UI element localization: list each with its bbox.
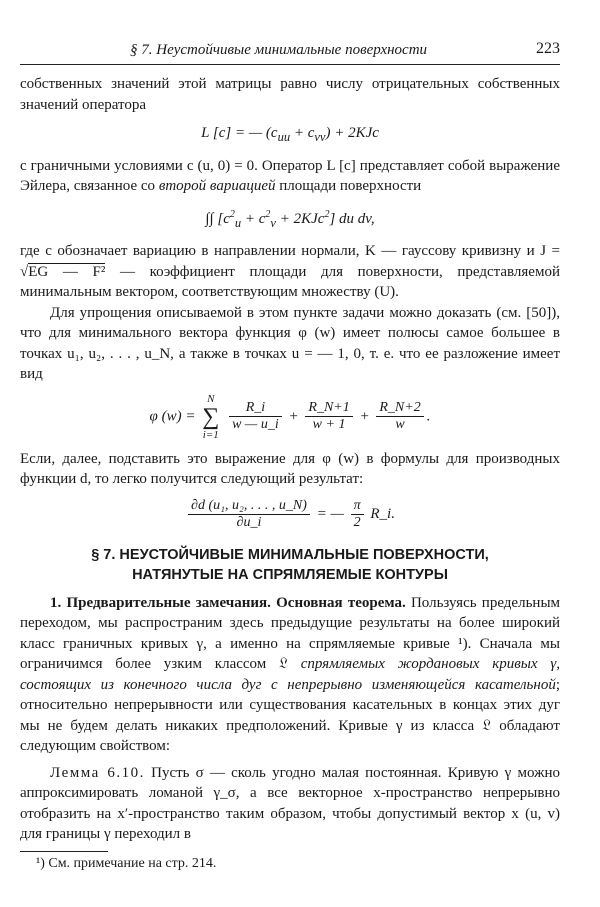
page-number: 223 xyxy=(536,40,560,57)
operator: + xyxy=(288,407,299,424)
paragraph xyxy=(20,593,560,757)
emphasis: второй вариацией xyxy=(158,178,276,194)
numerator: ∂d (u₁, u₂, . . . , u_N) xyxy=(188,498,310,515)
equation-derivative xyxy=(20,498,560,531)
paragraph-text: площади поверхности xyxy=(275,178,422,194)
fraction xyxy=(376,400,423,433)
equation-integral: ∫∫ $[c^2_u + c^2_v + 2KJc^2]$ du dv, xyxy=(205,208,375,230)
paragraph-text: — коэффициент площади для поверхности, представляемой минимальным вектором, соответствующим множеству (U). xyxy=(20,263,560,300)
fraction xyxy=(305,400,352,433)
paragraph-text: Пользуясь предельным переходом, мы распространим здесь предыдущие результаты на более широкий класс граничных кривых γ, а именно на спрямляемые кривые ¹). Сначала мы ограничимся более узким классом 𝔏 xyxy=(20,594,561,672)
denominator: ∂u_i xyxy=(236,514,262,530)
sqrt-expression: EG — F² xyxy=(28,263,106,280)
equation-operator: L [c] = — $(c_{uu} + c_{vv}) + 2KJc$ xyxy=(201,125,379,144)
summation xyxy=(202,393,219,441)
paragraph: Если, далее, подставить это выражение для φ (w) в формулы для производных функции d, то легко получится следующий результат: xyxy=(20,450,560,487)
header-title: § 7. Неустойчивые минимальные поверхности xyxy=(130,42,428,58)
paragraph xyxy=(20,156,560,197)
section-heading-line: НАТЯНУТЫЕ НА СПРЯМЛЯЕМЫЕ КОНТУРЫ xyxy=(132,566,448,583)
page-body xyxy=(20,74,560,845)
denominator: w xyxy=(395,417,405,432)
sum-sign: ∑ xyxy=(202,403,220,430)
equation-rhs: R_i. xyxy=(370,505,395,522)
emphasis: спрямляемых жордановых кривых γ, состоящих из конечного числа дуг с непрерывно изменяющейся касательной xyxy=(20,656,560,693)
numerator: π xyxy=(351,498,364,515)
fraction xyxy=(229,400,282,433)
equation-text: ) + 2KJc xyxy=(325,125,379,141)
denominator: w — u_i xyxy=(232,417,279,432)
paragraph: где c обозначает вариацию в направлении нормали, K — гауссову кривизну и J = √EG — F² — коэффициент площади для поверхности, представляемой минимальным вектором, соответствующим множеству (U). xyxy=(20,243,560,300)
section-heading xyxy=(20,545,560,585)
fraction xyxy=(188,498,310,531)
section-heading-line: § 7. НЕУСТОЙЧИВЫЕ МИНИМАЛЬНЫЕ ПОВЕРХНОСТИ, xyxy=(91,546,489,563)
operator: + xyxy=(359,407,370,424)
paragraph-text: ; относительно непрерывности или существования касательных в концах этих дуг мы не будем делать никаких предположений. Кривые γ из класса 𝔏 обладают следующим свойством: xyxy=(20,676,560,754)
lemma-label: Лемма 6.10. xyxy=(50,764,145,781)
paragraph-text: с граничными условиями c (u, 0) = 0. Оператор L [c] представляет собой выражение Эйлера, связанное со xyxy=(20,157,560,194)
fraction xyxy=(351,498,364,531)
footnote: ¹) См. примечание на стр. 214. xyxy=(36,856,217,871)
equation-text: L [c] = — (c xyxy=(201,125,278,141)
paragraph-text: где c обозначает вариацию в направлении нормали, K — гауссову кривизну и J = xyxy=(20,243,560,259)
subsection-heading: 1. Предварительные замечания. Основная теорема. xyxy=(50,594,406,611)
running-header xyxy=(20,40,560,65)
equation-end: . xyxy=(426,407,431,424)
sum-lower: i=1 xyxy=(202,428,219,441)
denominator: 2 xyxy=(353,514,361,530)
equation-text: ] du dv, xyxy=(329,210,375,227)
sum-upper: N xyxy=(207,392,215,405)
equation-expansion xyxy=(20,393,560,441)
equation-text: ∫∫ [c xyxy=(205,210,230,227)
numerator: R_N+1 xyxy=(305,400,352,417)
equation-lhs: φ (w) = xyxy=(149,407,196,424)
denominator: w + 1 xyxy=(312,417,346,432)
numerator: R_N+2 xyxy=(376,400,423,417)
paragraph-text: Пусть σ — сколь угодно малая постоянная. Кривую γ можно аппроксимировать ломаной γ_σ, а все векторное x-пространство непрерывно отобразить на x′-пространство таким образом, чтобы допустимый вектор x (u, v) для границы γ переходил в xyxy=(20,764,560,842)
numerator: R_i xyxy=(229,400,282,417)
operator: = — xyxy=(316,505,344,522)
paragraph xyxy=(20,763,560,845)
paragraph: собственных значений этой матрицы равно числу отрицательных собственных значений оператора xyxy=(20,76,560,113)
footnote-divider xyxy=(20,851,108,852)
paragraph: Для упрощения описываемой в этом пункте задачи можно доказать (см. [50]), что для минимального вектора функция φ (w) имеет полюсы самое большее в точках u₁, u₂, . . . , u_N, а также в точках u = — 1, 0, т. е. что ее разложение имеет вид xyxy=(20,304,560,382)
